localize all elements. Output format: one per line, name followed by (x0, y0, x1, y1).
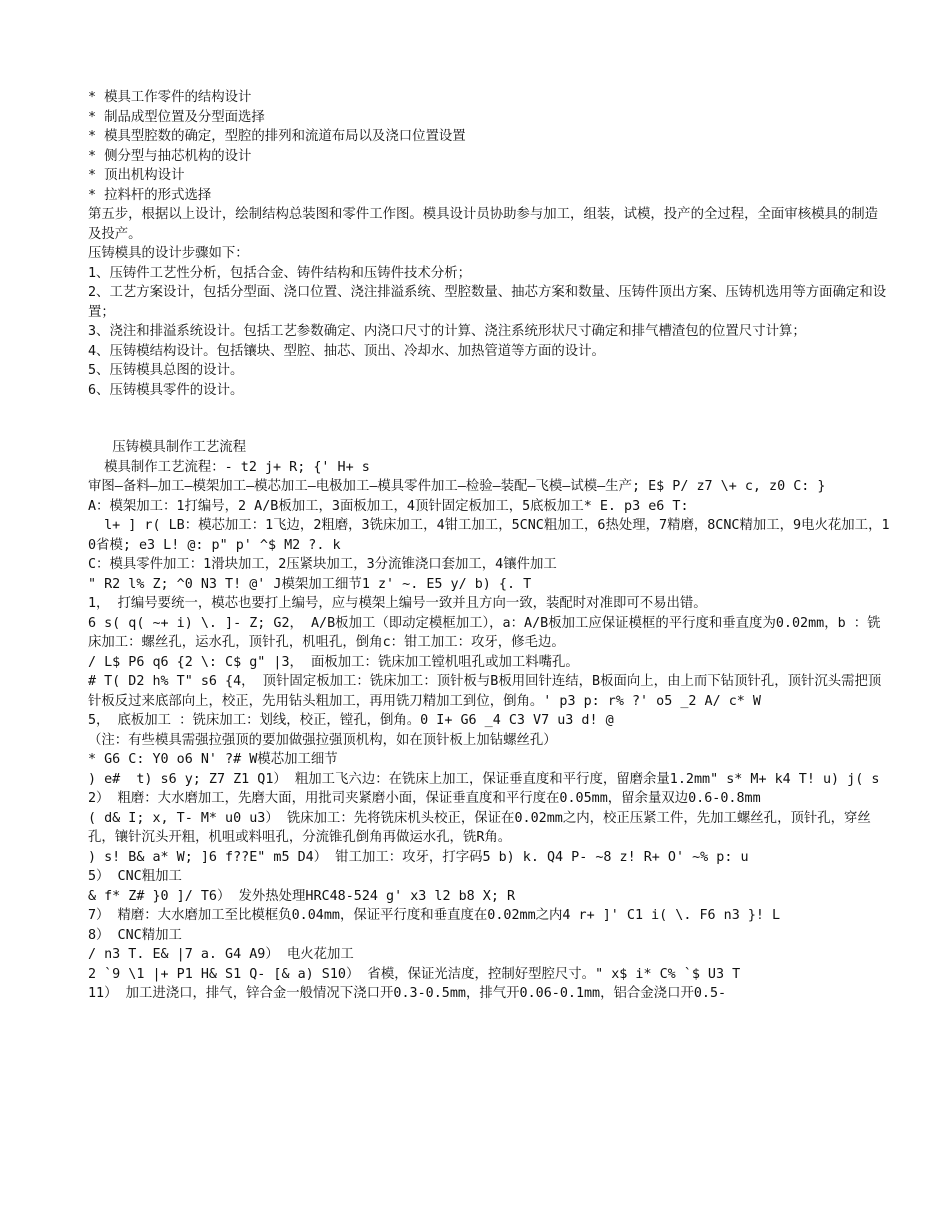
text-line: 模具制作工艺流程：- t2 j+ R; {' H+ s (88, 459, 370, 475)
text-line: 3、浇注和排溢系统设计。包括工艺参数确定、内浇口尺寸的计算、浇注系统形状尺寸确定和排气槽渣包的位置尺寸计算； (88, 324, 806, 339)
text-line: * 制品成型位置及分型面选择 (88, 109, 265, 125)
design-steps-section (88, 88, 890, 400)
text-line: 11） 加工进浇口，排气，锌合金一般情况下浇口开0.3-0.5mm，排气开0.06-0.1mm，铝合金浇口开0.5- (88, 986, 727, 1001)
text-line: 6、压铸模具零件的设计。 (88, 382, 244, 398)
text-line: 5） CNC粗加工 (88, 869, 182, 884)
text-line: ) s! B& a* W; ]6 f??E" m5 D4） 钳工加工：攻牙，打字码5 b) k. Q4 P- ~8 z! R+ O' ~% p: u (88, 849, 749, 865)
text-line: 审图—备料—加工—模架加工—模芯加工—电极加工—模具零件加工—检验—装配—飞模—试模—生产; E$ P/ z7 \+ c, z0 C: } (88, 479, 826, 494)
text-line: （注：有些模具需强拉强顶的要加做强拉强顶机构，如在顶针板上加钻螺丝孔） (88, 732, 557, 748)
text-line: 第五步，根据以上设计，绘制结构总装图和零件工作图。模具设计员协助参与加工，组装，试模，投产的全过程，全面审核模具的制造及投产。 (88, 207, 879, 242)
text-line: * 侧分型与抽芯机构的设计 (88, 148, 252, 164)
text-line: C：模具零件加工：1滑块加工，2压紧块加工，3分流锥浇口套加工，4镶件加工 (88, 557, 557, 572)
text-line: # T( D2 h% T" s6 {4， 顶针固定板加工：铣床加工：顶针板与B板用回针连结，B板面向上，由上而下钻顶针孔，顶针沉头需把顶针板反过来底部向上，校正，先用钻头粗加工，再用铣刀精加工到位，倒角。' p3 p: r% ?' o5 _2 A/ c* W (88, 674, 882, 709)
text-line: ( d& I; x, T- M* u0 u3） 铣床加工：先将铣床机头校正，保证在0.02mm之内，校正压紧工件，先加工螺丝孔，顶针孔，穿丝孔，镶针沉头开粗，机咀或料咀孔，分流锥孔倒角再做运水孔，铣R角。 (88, 810, 871, 845)
text-line: 2、工艺方案设计，包括分型面、浇口位置、浇注排溢系统、型腔数量、抽芯方案和数量、压铸件顶出方案、压铸机选用等方面确定和设置； (88, 285, 887, 320)
text-line: 5、压铸模具总图的设计。 (88, 363, 244, 378)
text-line: * 模具工作零件的结构设计 (88, 90, 252, 105)
text-line: " R2 l% Z; ^0 N3 T! @' J模架加工细节1 z' ~. E5 y/ b) {. T (88, 576, 532, 592)
text-line: ) e# t) s6 y; Z7 Z1 Q1） 粗加工飞六边：在铣床上加工，保证垂直度和平行度，留磨余量1.2mm" s* M+ k4 T! u) j( s (88, 771, 880, 787)
text-line: 1， 打编号要统一，模芯也要打上编号，应与模架上编号一致并且方向一致，装配时对准即可不易出错。 (88, 596, 707, 611)
text-line: 8） CNC精加工 (88, 927, 182, 943)
text-line: / n3 T. E& |7 a. G4 A9） 电火花加工 (88, 947, 354, 962)
text-line: 7） 精磨：大水磨加工至比模框负0.04mm，保证平行度和垂直度在0.02mm之内4 r+ ]' C1 i( \. F6 n3 }! L (88, 908, 781, 923)
text-line: * 拉料杆的形式选择 (88, 187, 212, 203)
text-line: 6 s( q( ~+ i) \. ]- Z; G2， A/B板加工（即动定模框加工），a：A/B板加工应保证模框的平行度和垂直度为0.02mm，b ：铣床加工：螺丝孔，运水孔，顶针孔，机咀孔，倒角c：钳工加工：攻牙，修毛边。 (88, 615, 881, 650)
text-line: A：模架加工：1打编号，2 A/B板加工，3面板加工，4顶针固定板加工，5底板加工* E. p3 e6 T: (88, 498, 689, 514)
text-line: 压铸模具的设计步骤如下： (88, 246, 249, 261)
text-line: 2 `9 \1 |+ P1 H& S1 Q- [& a) S10） 省模，保证光洁度，控制好型腔尺寸。" x$ i* C% `$ U3 T (88, 966, 741, 982)
text-line: 5， 底板加工 ：铣床加工：划线，校正，镗孔，倒角。0 I+ G6 _4 C3 V7 u3 d! @ (88, 713, 614, 728)
text-line: & f* Z# }0 ]/ T6） 发外热处理HRC48-524 g' x3 l2 b8 X; R (88, 888, 516, 904)
text-line: * 模具型腔数的确定，型腔的排列和流道布局以及浇口位置设置 (88, 129, 466, 144)
text-line: 4、压铸模结构设计。包括镶块、型腔、抽芯、顶出、冷却水、加热管道等方面的设计。 (88, 343, 605, 359)
text-line: l+ ] r( LB：模芯加工：1飞边，2粗磨，3铣床加工，4钳工加工，5CNC粗加工，6热处理，7精磨，8CNC精加工，9电火花加工，10省模; e3 L! @: p" p' ^$ M2 ?. k (88, 518, 890, 553)
text-line: 1、压铸件工艺性分析，包括合金、铸件结构和压铸件技术分析； (88, 265, 471, 281)
text-line: * G6 C: Y0 o6 N' ?# W模芯加工细节 (88, 752, 338, 767)
text-line: * 顶出机构设计 (88, 168, 185, 183)
text-line: 压铸模具制作工艺流程 (88, 440, 247, 455)
process-flow-section (88, 438, 890, 1004)
text-line: 2） 粗磨：大水磨加工，先磨大面，用批司夹紧磨小面，保证垂直度和平行度在0.05mm，留余量双边0.6-0.8mm (88, 791, 761, 806)
text-line: / L$ P6 q6 {2 \: C$ g" |3， 面板加工：铣床加工镗机咀孔或加工料嘴孔。 (88, 654, 579, 670)
section-gap (88, 400, 890, 438)
